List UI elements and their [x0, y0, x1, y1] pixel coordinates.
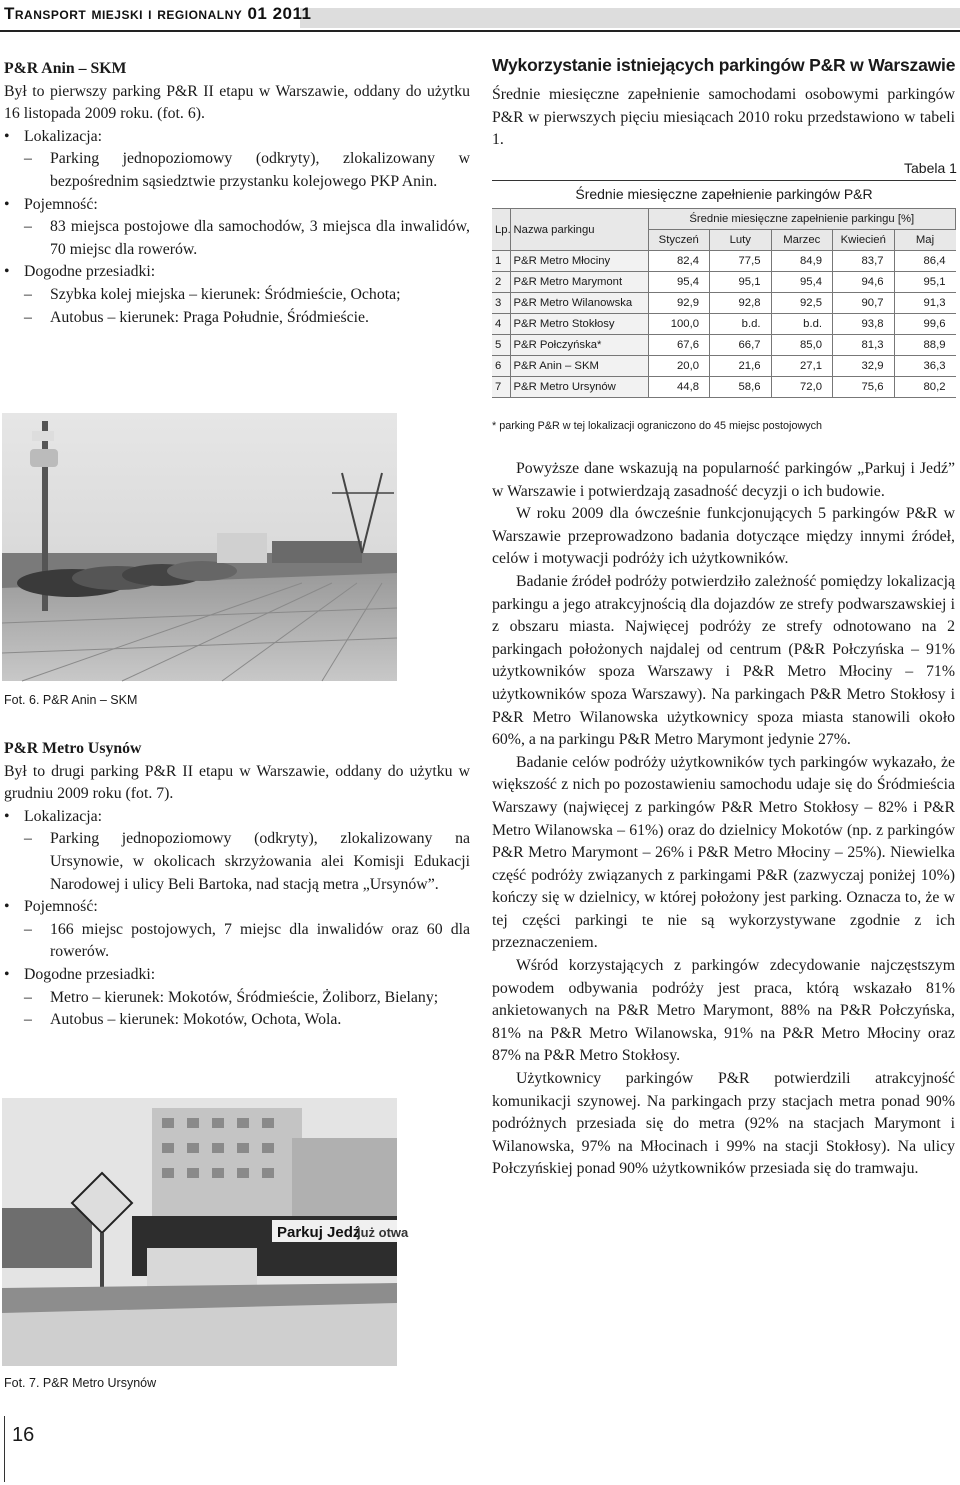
photo-caption: Fot. 7. P&R Metro Ursynów [4, 1376, 157, 1390]
table-title: Średnie miesięczne zapełnienie parkingów P&R [575, 186, 873, 202]
cell-value: 95,4 [648, 272, 710, 293]
dash-icon: – [24, 830, 32, 848]
dash-item [4, 284, 470, 307]
bullet-label: Dogodne przesiadki: [24, 263, 156, 281]
table-body [492, 251, 956, 398]
section-title: P&R Metro Usynów [4, 740, 142, 757]
cell-value: 80,2 [894, 377, 956, 398]
bullet-icon: • [4, 807, 10, 825]
header-bar [300, 8, 960, 28]
cell-value: b.d. [710, 314, 772, 335]
dash-text: 166 miejsc postojowych, 7 miejsc dla inwalidów oraz 60 dla rowerów. [50, 920, 470, 961]
bullet-item [4, 261, 470, 284]
cell-value: 95,1 [894, 272, 956, 293]
table-rule [492, 180, 956, 181]
dash-item [4, 919, 470, 964]
cell-value: 75,6 [833, 377, 895, 398]
dash-item [4, 828, 470, 896]
paragraph: Wśród korzystających z parkingów zdecydowanie najczęstszym powodem odbywania podróży jest praca, którą wskazało 81% ankietowanych na P&R Metro Marymont, 88% na P&R Połczyńska, 81% na P&R Metro Wilanowska, 91% na P&R Metro Młociny oraz 87% na P&R Metro Stokłosy. [492, 957, 955, 1065]
table-label: Tabela 1 [904, 160, 957, 176]
photo-anin [2, 413, 397, 681]
bullet-label: Pojemność: [24, 898, 98, 916]
cell-value: 92,9 [648, 293, 710, 314]
page-header [0, 0, 960, 32]
bullet-icon: • [4, 195, 10, 213]
dash-item [4, 1009, 470, 1032]
table-row [492, 272, 956, 293]
dash-icon: – [24, 988, 32, 1006]
cell-value: 90,7 [833, 293, 895, 314]
cell-value: 82,4 [648, 251, 710, 272]
cell-name: P&R Połczyńska* [510, 335, 648, 356]
cell-name: P&R Anin – SKM [510, 356, 648, 377]
cell-value: 44,8 [648, 377, 710, 398]
photo-ursynow [2, 1098, 409, 1366]
cell-lp: 3 [492, 293, 510, 314]
cell-value: 99,6 [894, 314, 956, 335]
header-rule [0, 30, 960, 32]
dash-icon: – [24, 218, 32, 236]
cell-value: 58,6 [710, 377, 772, 398]
paragraph: Powyższe dane wskazują na popularność parkingów „Parkuj i Jedź” w Warszawie i potwierdzają zasadność decyzji o ich budowie. [492, 460, 955, 500]
paragraph: W roku 2009 dla ówcześnie funkcjonujących 5 parkingów P&R w Warszawie przeprowadzono badania dotyczące między innymi źródeł, celów i motywacji podróży ich użytkowników. [492, 505, 955, 568]
paragraph: Badanie źródeł podróży potwierdziło zależność pomiędzy lokalizacją parkingu a jego atrakcyjnością dla dojazdów ze strefy podwarszawskiej i z obszaru miasta. Najwięcej podróży ze strefy odnotowano na 2 parkingach położonych najdalej od centrum (P&R Połczyńska – 91% użytkowników spoza Warszawy i P&R Metro Młociny – 71% użytkowników spoza Warszawy). Na parkingach P&R Metro Stokłosy i P&R Metro Wilanowska użytkownicy spoza miasta stanowili około 60%, a na parkingu P&R Metro Marymont jedynie 27%. [492, 572, 955, 749]
bullet-item [4, 964, 470, 987]
bullet-icon: • [4, 965, 10, 983]
cell-lp: 7 [492, 377, 510, 398]
dash-text: Parking jednopoziomowy (odkryty), zlokalizowany w bezpośrednim sąsiedztwie przystanku kolejowego PKP Anin. [50, 150, 470, 190]
cell-value: 93,8 [833, 314, 895, 335]
cell-value: 92,5 [771, 293, 833, 314]
cell-value: 77,5 [710, 251, 772, 272]
cell-value: 81,3 [833, 335, 895, 356]
dash-text: Parking jednopoziomowy (odkryty), zlokalizowany na Ursynowie, w okolicach skrzyżowania alei Komisji Edukacji Narodowej i ulicy Beli Bartoka, nad stacją metra „Ursynów”. [50, 830, 470, 893]
section-intro: Był to drugi parking P&R II etapu w Warszawie, oddany do użytku w grudniu 2009 roku (fot. 7). [4, 762, 470, 803]
col-name: Nazwa parkingu [510, 209, 648, 251]
station-photo-icon [2, 1098, 409, 1366]
cell-lp: 6 [492, 356, 510, 377]
cell-lp: 1 [492, 251, 510, 272]
cell-value: 95,4 [771, 272, 833, 293]
page-number-rule [4, 1416, 5, 1482]
cell-value: 85,0 [771, 335, 833, 356]
cell-value: 94,6 [833, 272, 895, 293]
section-title: Wykorzystanie istniejących parkingów P&R w Warszawie [492, 55, 956, 75]
bullet-item [4, 806, 470, 829]
cell-value: b.d. [771, 314, 833, 335]
section-intro: Był to pierwszy parking P&R II etapu w Warszawie, oddany do użytku 16 listopada 2009 roku. (fot. 6). [4, 82, 470, 123]
cell-value: 100,0 [648, 314, 710, 335]
cell-value: 95,1 [710, 272, 772, 293]
cell-value: 20,0 [648, 356, 710, 377]
dash-text: Autobus – kierunek: Mokotów, Ochota, Wola. [50, 1011, 342, 1029]
bullet-icon: • [4, 263, 10, 281]
bullet-label: Pojemność: [24, 195, 98, 213]
paragraph: Użytkownicy parkingów P&R potwierdzili atrakcyjność komunikacji szynowej. Na parkingach przy stacjach metra ponad 90% podróżnych przesiada się do metra (92% na stacjach Marymont i Wilanowska, 97% na Młocinach i 99% na stacji Stokłosy). Na ulicy Połczyńskiej ponad 90% użytkowników przesiada się do tramwaju. [492, 1070, 955, 1178]
dash-text: Autobus – kierunek: Praga Południe, Śródmieście. [50, 308, 369, 326]
cell-lp: 4 [492, 314, 510, 335]
cell-value: 86,4 [894, 251, 956, 272]
col-month: Maj [894, 230, 956, 251]
section-ursynow [4, 738, 470, 1032]
cell-lp: 2 [492, 272, 510, 293]
paragraph: Badanie celów podróży użytkowników tych parkingów wykazało, że większość z nich po pozostawieniu samochodu udaje się do Śródmieścia Warszawy (najwięcej z parkingów P&R Metro Stokłosy – 82% i P&R Metro Wilanowska – 61%) oraz do dzielnicy Mokotów (np. z parkingów P&R Metro Marymont – 26% i P&R Metro Młociny – 25%). Niewielka część podróży związanych z parkingami P&R (zazwyczaj poniżej 10%) kończy się w dzielnicy, w której położony jest parking. Oznacza to, że w tej części parkingi te nie są wykorzystywane zgodnie z ich przeznaczeniem. [492, 753, 955, 952]
cell-value: 91,3 [894, 293, 956, 314]
section-title: P&R Anin – SKM [4, 60, 127, 77]
cell-value: 83,7 [833, 251, 895, 272]
cell-name: P&R Metro Marymont [510, 272, 648, 293]
col-month: Marzec [771, 230, 833, 251]
dash-icon: – [24, 1011, 32, 1029]
cell-value: 66,7 [710, 335, 772, 356]
cell-value: 27,1 [771, 356, 833, 377]
sign-text: Parkuj Jedź [277, 1224, 361, 1241]
table-row [492, 377, 956, 398]
cell-name: P&R Metro Wilanowska [510, 293, 648, 314]
col-month: Luty [710, 230, 772, 251]
dash-icon: – [24, 150, 32, 168]
journal-title: Transport miejski i regionalny 01 2011 [4, 4, 312, 23]
cell-value: 21,6 [710, 356, 772, 377]
table-row [492, 251, 956, 272]
page-number: 16 [12, 1424, 35, 1446]
table-row [492, 293, 956, 314]
body-text [492, 458, 955, 1181]
cell-name: P&R Metro Ursynów [510, 377, 648, 398]
bullet-icon: • [4, 898, 10, 916]
cell-value: 88,9 [894, 335, 956, 356]
section-anin [4, 58, 470, 329]
table-footnote: * parking P&R w tej lokalizacji ograniczono do 45 miejsc postojowych [492, 420, 823, 432]
bullet-item [4, 126, 470, 149]
data-table [492, 208, 956, 398]
dash-item [4, 148, 470, 193]
parking-photo-icon [2, 413, 397, 681]
cell-value: 92,8 [710, 293, 772, 314]
bullet-label: Lokalizacja: [24, 127, 103, 145]
cell-value: 67,6 [648, 335, 710, 356]
bullet-icon: • [4, 127, 10, 145]
cell-lp: 5 [492, 335, 510, 356]
dash-text: Szybka kolej miejska – kierunek: Śródmieście, Ochota; [50, 285, 401, 303]
cell-value: 84,9 [771, 251, 833, 272]
data-table-wrapper [492, 208, 956, 398]
section-intro: Średnie miesięczne zapełnienie samochodami osobowymi parkingów P&R w pierwszych pięciu miesiącach 2010 roku przedstawiono w tabeli 1. [492, 86, 955, 149]
dash-text: 83 miejsca postojowe dla samochodów, 3 miejsca dla inwalidów, 70 miejsc dla rowerów. [50, 218, 470, 258]
dash-icon: – [24, 285, 32, 303]
dash-icon: – [24, 308, 32, 326]
col-lp: Lp. [492, 209, 510, 251]
cell-value: 36,3 [894, 356, 956, 377]
col-month: Kwiecień [833, 230, 895, 251]
bullet-label: Dogodne przesiadki: [24, 965, 156, 983]
col-month: Styczeń [648, 230, 710, 251]
cell-name: P&R Metro Młociny [510, 251, 648, 272]
dash-item [4, 216, 470, 261]
table-row [492, 335, 956, 356]
photo-caption: Fot. 6. P&R Anin – SKM [4, 693, 138, 707]
cell-value: 32,9 [833, 356, 895, 377]
table-header-row [492, 209, 956, 230]
dash-item [4, 987, 470, 1010]
table-row [492, 356, 956, 377]
sign-text: już otwa [357, 1225, 409, 1240]
dash-icon: – [24, 920, 32, 938]
dash-item [4, 307, 470, 330]
bullet-item [4, 194, 470, 217]
cell-name: P&R Metro Stokłosy [510, 314, 648, 335]
col-group: Średnie miesięczne zapełnienie parkingu [%] [648, 209, 956, 230]
bullet-item [4, 896, 470, 919]
cell-value: 72,0 [771, 377, 833, 398]
table-row [492, 314, 956, 335]
dash-text: Metro – kierunek: Mokotów, Śródmieście, Żoliborz, Bielany; [50, 988, 439, 1006]
bullet-label: Lokalizacja: [24, 807, 103, 825]
